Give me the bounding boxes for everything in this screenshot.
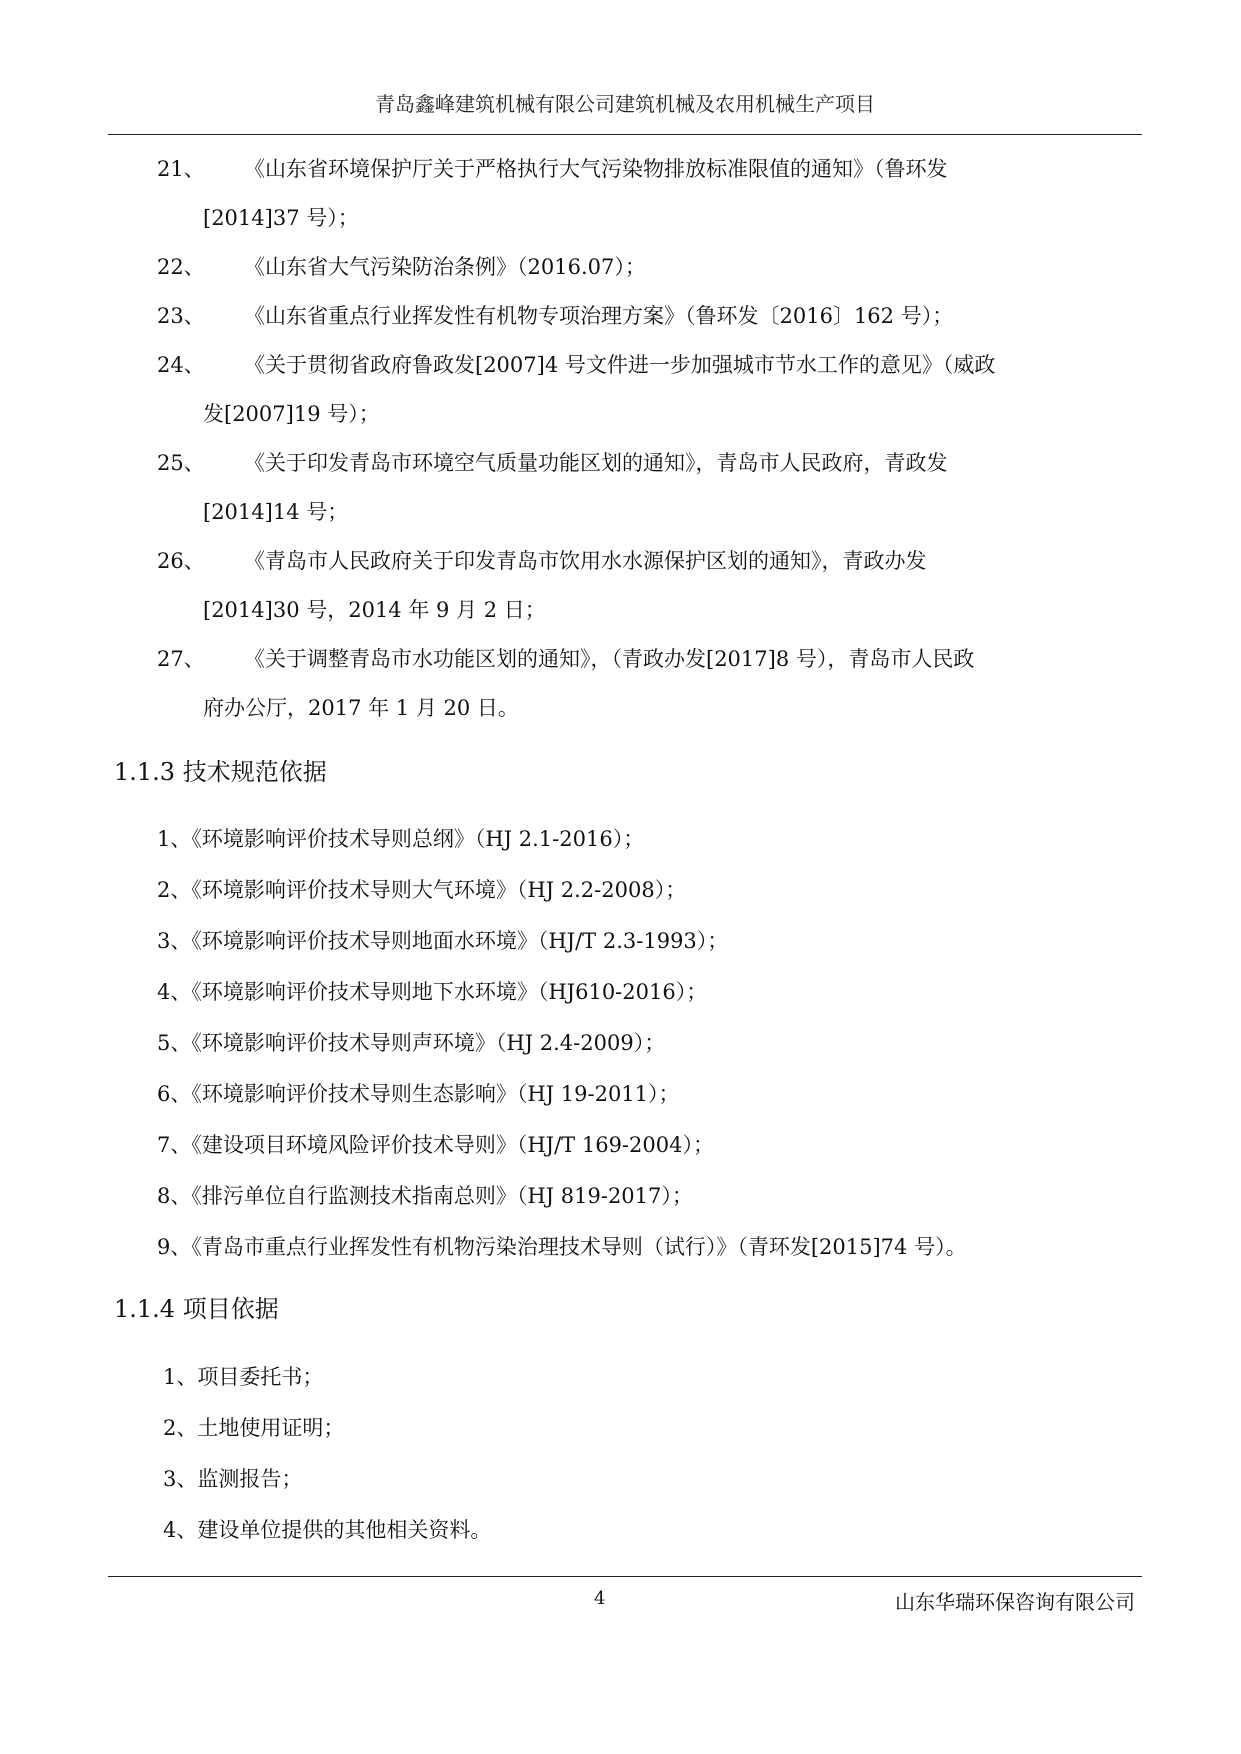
reference-continuation: 发[2007]19 号）； — [203, 402, 380, 426]
reference-text — [203, 145, 1132, 243]
footer-organization: 山东华瑞环保咨询有限公司 — [895, 1590, 1135, 1614]
reference-text — [203, 439, 1132, 537]
standard-item: 5、《环境影响评价技术导则声环境》（HJ 2.4-2009）； — [157, 1031, 666, 1055]
standard-item: 4、《环境影响评价技术导则地下水环境》（HJ610-2016）； — [157, 980, 708, 1004]
section-title: 项目依据 — [182, 1295, 279, 1323]
reference-item — [0, 292, 1241, 341]
reference-line: 《关于贯彻省政府鲁政发[2007]4 号文件进一步加强城市节水工作的意见》（威政 — [244, 353, 996, 377]
regulation-reference-list — [0, 145, 1241, 733]
reference-number: 25、 — [157, 451, 205, 475]
reference-line: 《山东省环境保护厅关于严格执行大气污染物排放标准限值的通知》（鲁环发 — [244, 157, 948, 181]
reference-text — [203, 341, 1132, 439]
standard-item: 1、《环境影响评价技术导则总纲》（HJ 2.1-2016）； — [157, 827, 645, 851]
reference-item — [0, 145, 1241, 243]
reference-number: 24、 — [157, 353, 205, 377]
reference-line: 《关于调整青岛市水功能区划的通知》，（青政办发[2017]8 号），青岛市人民政 — [244, 647, 975, 671]
reference-line: 《关于印发青岛市环境空气质量功能区划的通知》，青岛市人民政府，青政发 — [244, 451, 948, 475]
reference-number: 22、 — [157, 255, 205, 279]
reference-item — [0, 439, 1241, 537]
reference-item — [0, 537, 1241, 635]
reference-text — [203, 537, 1132, 635]
page-header-title: 青岛鑫峰建筑机械有限公司建筑机械及农用机械生产项目 — [375, 92, 875, 116]
reference-number: 26、 — [157, 549, 205, 573]
section-number: 1.1.4 — [114, 1295, 176, 1323]
reference-continuation: [2014]37 号）； — [203, 206, 359, 230]
standard-item: 2、《环境影响评价技术导则大气环境》（HJ 2.2-2008）； — [157, 878, 687, 902]
reference-number: 21、 — [157, 157, 205, 181]
reference-line: 《山东省重点行业挥发性有机物专项治理方案》（鲁环发〔2016〕162 号）； — [244, 304, 954, 328]
reference-item — [0, 635, 1241, 733]
section-title: 技术规范依据 — [182, 758, 327, 786]
reference-continuation: [2014]14 号； — [203, 500, 349, 524]
footer-divider — [108, 1576, 1142, 1577]
standard-item: 8、《排污单位自行监测技术指南总则》（HJ 819-2017）； — [157, 1184, 693, 1208]
header-divider — [108, 134, 1142, 135]
section-heading-technical-standards — [114, 752, 327, 792]
reference-number: 27、 — [157, 647, 205, 671]
project-basis-item: 2、土地使用证明； — [163, 1416, 345, 1440]
reference-continuation: 府办公厅，2017 年 1 月 20 日。 — [203, 696, 519, 720]
standard-item: 7、《建设项目环境风险评价技术导则》（HJ/T 169-2004）； — [157, 1133, 714, 1157]
section-heading-project-basis — [114, 1289, 279, 1329]
reference-item — [0, 243, 1241, 292]
technical-standard-list — [157, 814, 1137, 1273]
reference-line: 《青岛市人民政府关于印发青岛市饮用水水源保护区划的通知》，青政办发 — [244, 549, 927, 573]
reference-text — [244, 292, 1132, 341]
standard-item: 6、《环境影响评价技术导则生态影响》（HJ 19-2011）； — [157, 1082, 680, 1106]
reference-number: 23、 — [157, 304, 205, 328]
reference-line: 《山东省大气污染防治条例》（2016.07）； — [244, 255, 646, 279]
standard-item: 9、《青岛市重点行业挥发性有机物污染治理技术导则（试行）》（青环发[2015]74 号）。 — [157, 1235, 967, 1259]
page-number: 4 — [594, 1588, 606, 1609]
reference-continuation: [2014]30 号，2014 年 9 月 2 日； — [203, 598, 546, 622]
standard-item: 3、《环境影响评价技术导则地面水环境》（HJ/T 2.3-1993）； — [157, 929, 729, 953]
reference-text — [244, 243, 1132, 292]
project-basis-item: 4、建设单位提供的其他相关资料。 — [163, 1518, 492, 1542]
section-number: 1.1.3 — [114, 758, 176, 786]
reference-text — [203, 635, 1132, 733]
project-basis-list — [163, 1352, 1143, 1556]
project-basis-item: 1、项目委托书； — [163, 1365, 324, 1389]
project-basis-item: 3、监测报告； — [163, 1467, 303, 1491]
reference-item — [0, 341, 1241, 439]
